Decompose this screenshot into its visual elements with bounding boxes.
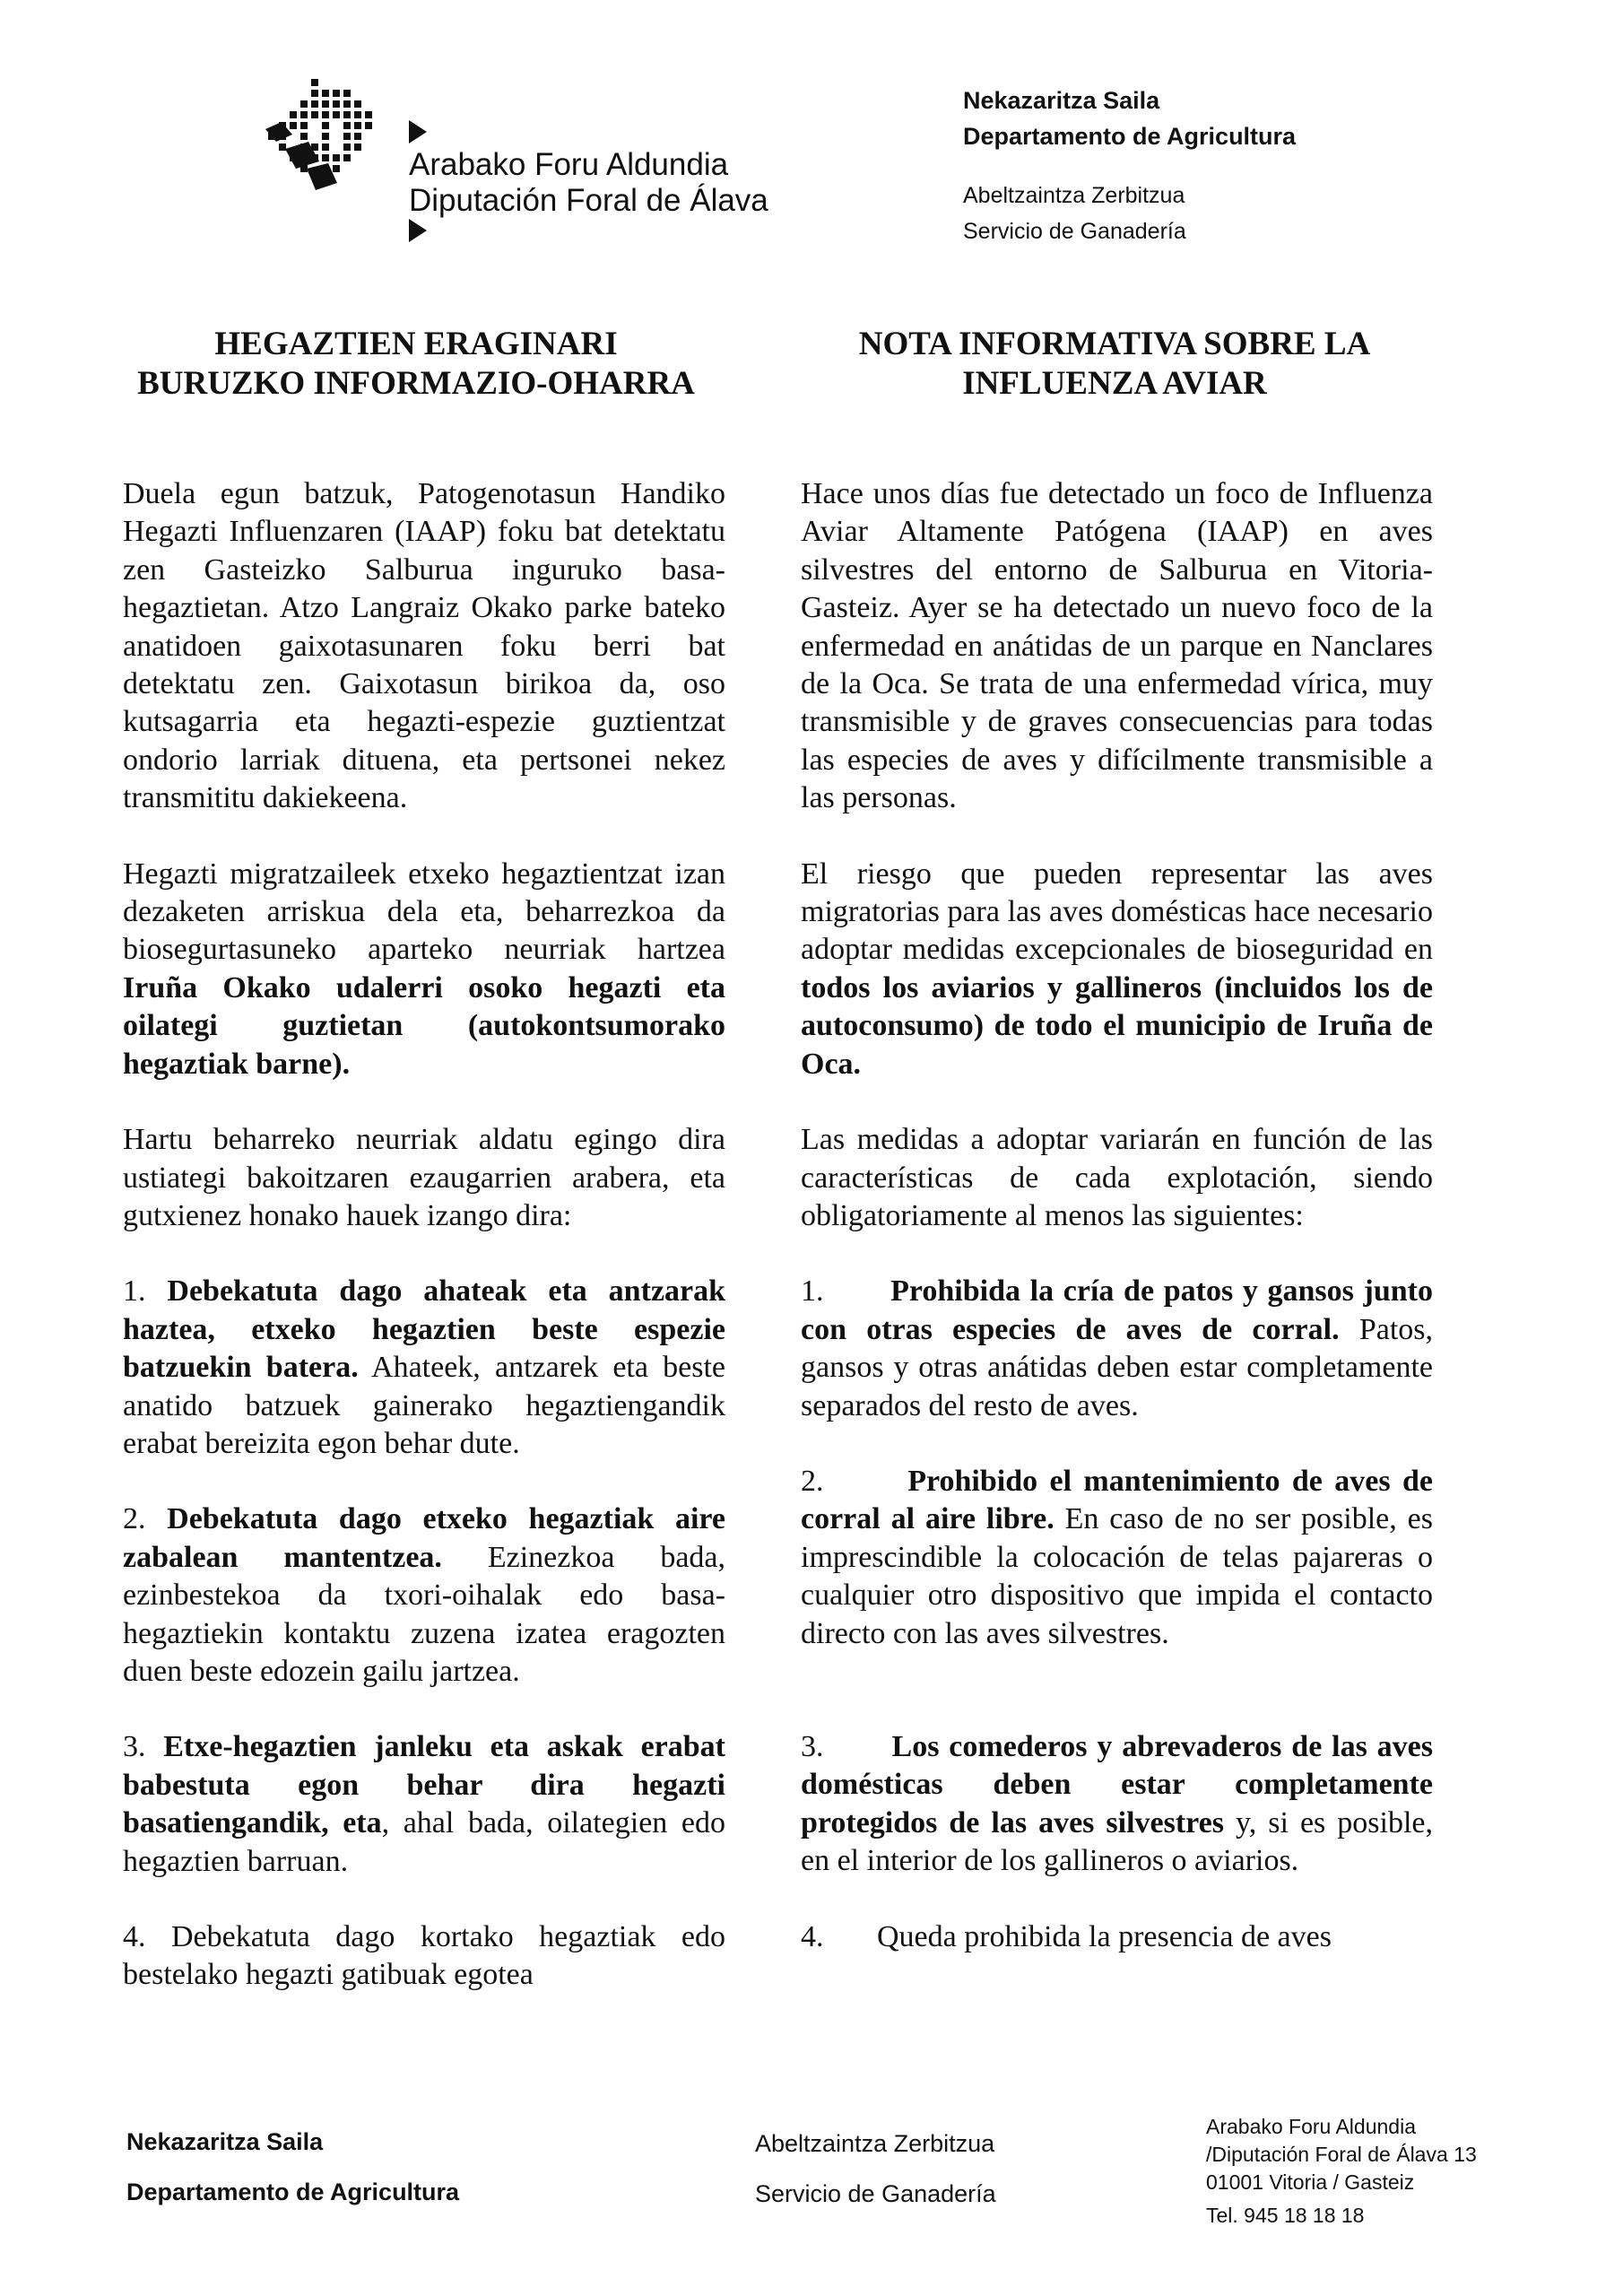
- title-spanish: [801, 325, 1428, 404]
- arrow-right-icon: [409, 120, 427, 144]
- measure-emphasis: Prohibida la cría de patos y gansos junto con otras especies de aves de corral.: [801, 1274, 1433, 1346]
- measure-number: 1.: [801, 1274, 891, 1309]
- title-basque: [102, 325, 730, 404]
- paragraph-intro: Hace unos días fue detectado un foco de Influenza Aviar Altamente Patógena (IAAP) en aves silvestres del entorno de Salburua en Vitoria-Gasteiz. Ayer se ha detectado un nuevo foco de la enfermedad en anátidas de un parque en Nanclares de la Oca. Se trata de una enfermedad vírica, muy transmisible y de graves consecuencias para todas las especies de aves y difícilmente transmisible a las personas.: [801, 477, 1433, 815]
- paragraph-risk: [123, 856, 725, 1083]
- column-spanish: [801, 475, 1433, 1956]
- measure-item-4: 4. Debekatuta dago kortako hegaztiak edo bestelako hegazti gatibuak egotea: [123, 1920, 725, 1992]
- measure-text: Ezinezkoa bada, ezinbestekoa da txori-oihalak edo basa-hegaztiekin kontaktu zuzena izatea eragozten duen beste edozein gailu jartzea.: [123, 1540, 725, 1688]
- footer-address-line-3: 01001 Vitoria / Gasteiz: [1206, 2170, 1415, 2194]
- paragraph-measures: Las medidas a adoptar variarán en función de las características de cada explotación, siendo obligatoriamente al menos las siguientes:: [801, 1123, 1433, 1232]
- measure-text: y, si es posible, en el interior de los gallineros o aviarios.: [801, 1805, 1433, 1878]
- measure-item-2: [123, 1500, 725, 1691]
- measure-item-3: [123, 1728, 725, 1881]
- paragraph-risk-text: El riesgo que pueden representar las aves migratorias para las aves domésticas hace necesario adoptar medidas excepcionales de bioseguridad en: [801, 857, 1433, 967]
- paragraph-risk-text: Hegazti migratzaileek etxeko hegaztientzat izan dezaketen arriskua dela eta, beharrezkoa da biosegurtasuneko aparteko neurriak hartzea: [123, 857, 725, 967]
- measure-text: Patos, gansos y otras anátidas deben estar completamente separados del resto de aves.: [801, 1312, 1433, 1422]
- title-spanish-line-1: NOTA INFORMATIVA SOBRE LA: [858, 326, 1371, 362]
- measure-emphasis: Etxe-hegaztien janleku eta askak erabat babestuta egon behar dira hegazti basatiengandik, eta: [123, 1730, 725, 1840]
- title-basque-line-2: BURUZKO INFORMAZIO-OHARRA: [137, 365, 695, 402]
- footer-service-eu: Abeltzaintza Zerbitzua: [755, 2130, 995, 2157]
- footer-phone: Tel. 945 18 18 18: [1206, 2204, 1365, 2227]
- department-es: Departamento de Agricultura: [963, 123, 1297, 150]
- paragraph-risk: [801, 856, 1433, 1083]
- arrow-right-icon: [409, 219, 427, 242]
- service-es: Servicio de Ganadería: [963, 219, 1186, 244]
- measure-number: 2.: [801, 1464, 908, 1498]
- paragraph-intro: Duela egun batzuk, Patogenotasun Handiko Hegazti Influenzaren (IAAP) foku bat detektatu zen Gasteizko Salburua inguruko basa-hegaztietan. Atzo Langraiz Okako parke bateko anatidoen gaixotasunaren foku berri bat detektatu zen. Gaixotasun birikoa da, oso kutsagarria eta hegazti-espezie guztientzat ondorio larriak dituena, eta pertsonei nekez transmititu dakiekeena.: [123, 477, 725, 815]
- paragraph-risk-emphasis: todos los aviarios y gallineros (incluidos los de autoconsumo) de todo el municipio de Iruña de Oca.: [801, 970, 1433, 1081]
- measure-item-4: 4. Queda prohibida la presencia de aves: [801, 1919, 1332, 1953]
- measure-text: , ahal bada, oilategien edo hegaztien barruan.: [123, 1806, 725, 1878]
- paragraph-measures: Hartu beharreko neurriak aldatu egingo dira ustiategi bakoitzaren ezaugarrien arabera, eta gutxienez honako hauek izango dira:: [123, 1123, 725, 1232]
- measure-emphasis: Los comederos y abrevaderos de las aves domésticas deben estar completamente protegidos de las aves silvestres: [801, 1729, 1434, 1839]
- measure-item-2: [801, 1463, 1433, 1653]
- foral-logo-icon: [265, 79, 400, 196]
- measure-item-3: [801, 1728, 1433, 1881]
- footer-department-eu: Nekazaritza Saila: [126, 2128, 324, 2155]
- title-basque-line-1: HEGAZTIEN ERAGINARI: [214, 326, 618, 362]
- paragraph-risk-emphasis: Iruña Okako udalerri osoko hegazti eta oilategi guztietan (autokontsumorako hegaztiak barne).: [123, 970, 725, 1081]
- measure-emphasis: Debekatuta dago ahateak eta antzarak haztea, etxeko hegaztien beste espezie batzuekin batera.: [123, 1274, 726, 1385]
- measure-emphasis: Debekatuta dago etxeko hegaztiak aire zabalean mantentzea.: [123, 1502, 725, 1574]
- measure-text: En caso de no ser posible, es imprescindible la colocación de telas pajareras o cualquier otro dispositivo que impida el contacto directo con las aves silvestres.: [801, 1502, 1433, 1650]
- logo-text-es: Diputación Foral de Álava: [409, 183, 768, 218]
- measure-number: 1.: [123, 1274, 168, 1309]
- footer-service-es: Servicio de Ganadería: [755, 2180, 996, 2207]
- logo: [265, 79, 768, 249]
- logo-text-eu: Arabako Foru Aldundia: [409, 147, 729, 182]
- title-spanish-line-2: INFLUENZA AVIAR: [962, 365, 1267, 402]
- department-eu: Nekazaritza Saila: [963, 87, 1160, 114]
- measure-text: Ahateek, antzarek eta beste anatido batzuek gainerako hegaztiengandik erabat bereizita egon behar dute.: [123, 1351, 726, 1460]
- footer-department-es: Departamento de Agricultura: [126, 2179, 460, 2205]
- header-department: [963, 83, 1429, 249]
- service-eu: Abeltzaintza Zerbitzua: [963, 183, 1185, 208]
- footer-address-line-2: /Diputación Foral de Álava 13: [1206, 2143, 1477, 2166]
- measure-item-1: [123, 1273, 725, 1463]
- measure-item-1: [801, 1273, 1433, 1425]
- footer-service: [755, 2118, 996, 2219]
- measure-number: 3.: [801, 1729, 892, 1763]
- measure-number: 3.: [123, 1730, 164, 1764]
- measure-number: 2.: [123, 1502, 168, 1536]
- footer-department: [126, 2117, 459, 2217]
- measure-emphasis: Prohibido el mantenimiento de aves de corral al aire libre.: [801, 1464, 1433, 1536]
- column-basque: [123, 475, 725, 1995]
- footer-address: [1206, 2113, 1477, 2230]
- footer-address-line-1: Arabako Foru Aldundia: [1206, 2115, 1416, 2138]
